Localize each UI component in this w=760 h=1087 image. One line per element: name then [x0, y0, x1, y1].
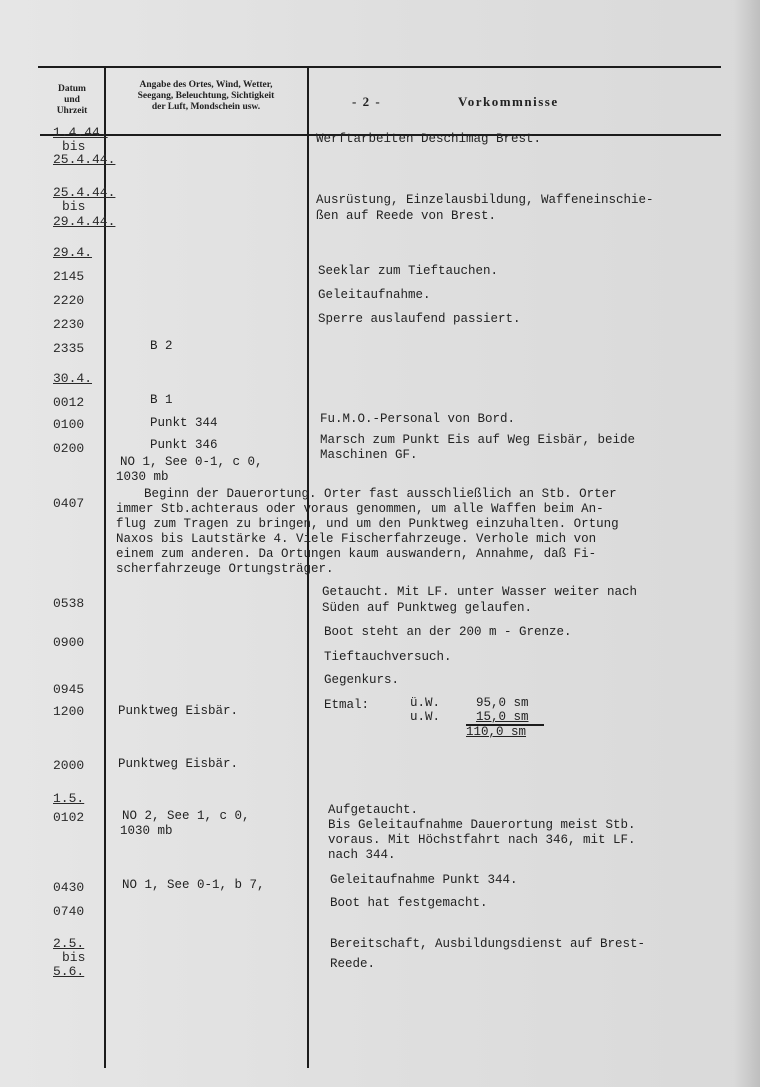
time-cell: 1200: [53, 704, 85, 719]
date-cell: bis: [62, 199, 86, 214]
page-number: - 2 -: [352, 94, 382, 109]
location-cell: Punktweg Eisbär.: [118, 757, 239, 771]
time-cell: 2145: [53, 269, 85, 284]
event-text: Süden auf Punktweg gelaufen.: [322, 601, 533, 615]
date-cell: 1.4.44.: [53, 125, 108, 140]
page-edge-shadow: [734, 0, 760, 1087]
event-text: flug zum Tragen zu bringen, und um den Punktweg einzuhalten. Ortung: [116, 517, 619, 531]
event-text: Geleitaufnahme Punkt 344.: [330, 873, 518, 887]
event-text: nach 344.: [328, 848, 396, 862]
event-text: Getaucht. Mit LF. unter Wasser weiter nach: [322, 585, 638, 599]
event-text: Ausrüstung, Einzelausbildung, Waffeneinschie-: [316, 193, 654, 207]
time-cell: 0945: [53, 682, 85, 697]
location-cell: B 1: [150, 393, 173, 407]
date-cell: bis: [62, 950, 86, 965]
event-text: ßen auf Reede von Brest.: [316, 209, 497, 223]
event-text: Maschinen GF.: [320, 448, 418, 462]
time-cell: 0538: [53, 596, 85, 611]
time-cell: 0740: [53, 904, 85, 919]
event-text: Marsch zum Punkt Eis auf Weg Eisbär, beide: [320, 433, 636, 447]
event-text: Boot steht an der 200 m - Grenze.: [324, 625, 572, 639]
header-date-column: Datum und Uhrzeit: [56, 84, 88, 116]
event-text: Bereitschaft, Ausbildungsdienst auf Brest-: [330, 937, 646, 951]
weather-cell: 1030 mb: [116, 470, 169, 484]
event-text: einem zum anderen. Da Ortungen kaum auswandern, Annahme, daß Fi-: [116, 547, 597, 561]
event-text: voraus. Mit Höchstfahrt nach 346, mit LF.: [328, 833, 636, 847]
time-cell: 2220: [53, 293, 85, 308]
etmal-label: Etmal:: [324, 698, 370, 712]
date-cell: 29.4.: [53, 245, 93, 260]
date-cell: 5.6.: [53, 964, 85, 979]
header-events-column: Vorkommnisse: [458, 94, 559, 109]
time-cell: 0407: [53, 496, 85, 511]
location-cell: Punktweg Eisbär.: [118, 704, 239, 718]
time-cell: 0900: [53, 635, 85, 650]
date-cell: 29.4.44.: [53, 214, 116, 229]
time-cell: 0200: [53, 441, 85, 456]
date-cell: 25.4.44.: [53, 185, 116, 200]
event-text: Seeklar zum Tieftauchen.: [318, 264, 499, 278]
time-cell: 2230: [53, 317, 85, 332]
event-text: scherfahrzeuge Ortungsträger.: [116, 562, 334, 576]
header-location-column: Angabe des Ortes, Wind, Wetter, Seegang, Beleuchtung, Sichtigkeit der Luft, Mondschein usw.: [137, 80, 275, 112]
etmal-total: 110,0 sm: [466, 725, 527, 739]
date-cell: 2.5.: [53, 936, 85, 951]
date-cell: bis: [62, 139, 86, 154]
weather-cell: 1030 mb: [120, 824, 173, 838]
event-text: Tieftauchversuch.: [324, 650, 452, 664]
weather-cell: NO 1, See 0-1, c 0,: [120, 455, 263, 469]
time-cell: 0012: [53, 395, 85, 410]
etmal-row-value: 15,0 sm: [476, 710, 529, 724]
event-text: Geleitaufnahme.: [318, 288, 431, 302]
date-cell: 30.4.: [53, 371, 93, 386]
date-cell: 25.4.44.: [53, 152, 116, 167]
location-cell: Punkt 346: [150, 438, 218, 452]
header-top-rule: [38, 66, 721, 68]
event-text: Naxos bis Lautstärke 4. Viele Fischerfahrzeuge. Verhole mich von: [116, 532, 597, 546]
etmal-row-value: 95,0 sm: [476, 696, 529, 710]
time-cell: 0100: [53, 417, 85, 432]
event-text: Werftarbeiten Deschimag Brest.: [316, 132, 542, 146]
time-cell: 0430: [53, 880, 85, 895]
event-text: Beginn der Dauerortung. Orter fast ausschließlich an Stb. Orter: [144, 487, 617, 501]
event-text: Gegenkurs.: [324, 673, 400, 687]
time-cell: 0102: [53, 810, 85, 825]
etmal-row-label: ü.W.: [410, 696, 441, 710]
etmal-row-label: u.W.: [410, 710, 441, 724]
date-cell: 1.5.: [53, 791, 85, 806]
time-cell: 2335: [53, 341, 85, 356]
event-text: Sperre auslaufend passiert.: [318, 312, 521, 326]
time-cell: 2000: [53, 758, 85, 773]
event-text: Fu.M.O.-Personal von Bord.: [320, 412, 516, 426]
event-text: Reede.: [330, 957, 376, 971]
event-text: Aufgetaucht.: [328, 803, 419, 817]
event-text: Boot hat festgemacht.: [330, 896, 488, 910]
event-text: immer Stb.achteraus oder voraus genommen, um alle Waffen beim An-: [116, 502, 604, 516]
location-cell: Punkt 344: [150, 416, 218, 430]
location-cell: B 2: [150, 339, 173, 353]
event-text: Bis Geleitaufnahme Dauerortung meist Stb.: [328, 818, 636, 832]
weather-cell: NO 2, See 1, c 0,: [122, 809, 250, 823]
weather-cell: NO 1, See 0-1, b 7,: [122, 878, 265, 892]
